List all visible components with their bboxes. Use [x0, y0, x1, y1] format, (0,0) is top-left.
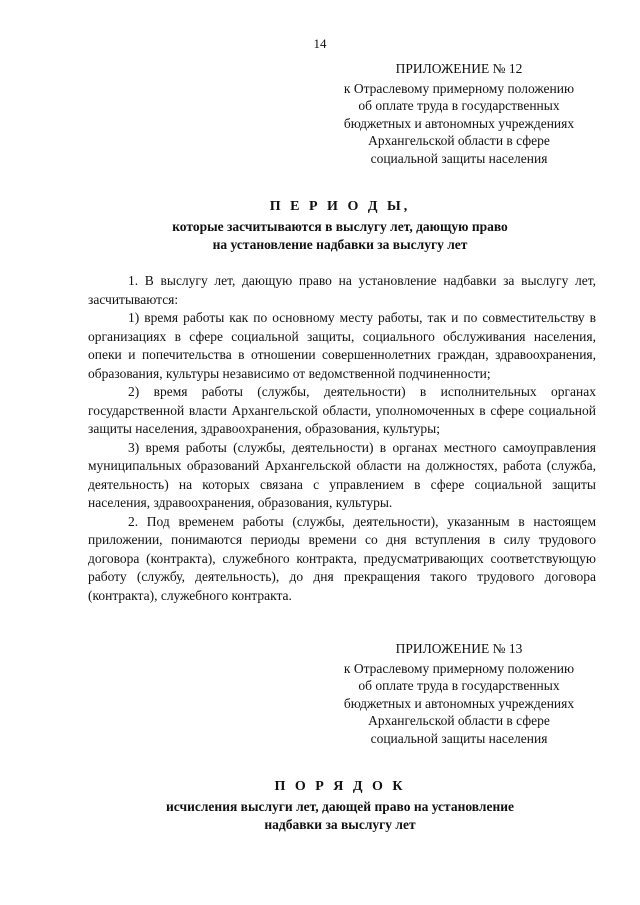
appendix-13-line: бюджетных и автономных учреждениях: [343, 695, 575, 711]
appendix-12-line: социальной защиты населения: [370, 150, 548, 166]
appendix-12-header: [318, 60, 600, 167]
page-number: 14: [313, 36, 327, 51]
appendix-12-line: Архангельской области в сфере: [368, 133, 550, 148]
paragraph: 2. Под временем работы (службы, деятельности), указанным в настоящем приложении, понимаются периоды времени со дня вступления в силу трудового договора (контракта), служебного контракта, предусматривающих соответствующую работу (службу, деятельность), до дня прекращения такого трудового договора (контракта), служебного контракта.: [88, 513, 596, 603]
paragraph: 2) время работы (службы, деятельности) в исполнительных органах государственной власти Архангельской области, уполномоченных в сфере социальной защиты населения, здравоохранения, образования, культуры;: [88, 384, 596, 436]
paragraph: 1) время работы как по основному месту работы, так и по совместительству в организациях в сфере социальной защиты, социального обслуживания населения, опеки и попечительства в отношении совершеннолетних граждан, здравоохранения, образования, культуры независимо от ведомственной подчиненности;: [88, 310, 596, 381]
paragraph: 3) время работы (службы, деятельности) в органах местного самоуправления муниципальных образований Архангельской области на должностях, работа (служба, деятельность) на которых связана с управлением в сфере социальной защиты населения, здравоохранения, образования, культуры.: [88, 439, 596, 510]
title-procedure-main: П О Р Я Д О К: [274, 779, 406, 794]
title-periods-main: П Е Р И О Д Ы,: [269, 199, 411, 214]
appendix-13-header: [318, 640, 600, 747]
appendix-13-heading: ПРИЛОЖЕНИЕ № 13: [395, 641, 523, 656]
appendix-12-heading: ПРИЛОЖЕНИЕ № 12: [395, 61, 523, 76]
title-periods-subtitle: которые засчитываются в выслугу лет, дающую право: [172, 219, 508, 234]
appendix-12-line: бюджетных и автономных учреждениях: [343, 115, 575, 131]
appendix-13-line: социальной защиты населения: [370, 730, 548, 746]
appendix-13-line: к Отраслевому примерному положению: [343, 660, 575, 676]
appendix-13-line: об оплате труда в государственных: [358, 678, 560, 693]
paragraph: 1. В выслугу лет, дающую право на установление надбавки за выслугу лет, засчитываются:: [88, 273, 596, 307]
title-procedure-subtitle: исчисления выслуги лет, дающей право на установление: [165, 799, 515, 814]
title-procedure: [80, 778, 600, 834]
title-periods-subtitle: на установление надбавки за выслугу лет: [212, 237, 468, 252]
periods-body: [88, 272, 596, 605]
title-procedure-subtitle: надбавки за выслугу лет: [264, 817, 416, 832]
appendix-13-line: Архангельской области в сфере: [368, 713, 550, 728]
appendix-12-line: об оплате труда в государственных: [358, 98, 560, 113]
appendix-12-line: к Отраслевому примерному положению: [343, 80, 575, 96]
title-periods: [80, 198, 600, 254]
